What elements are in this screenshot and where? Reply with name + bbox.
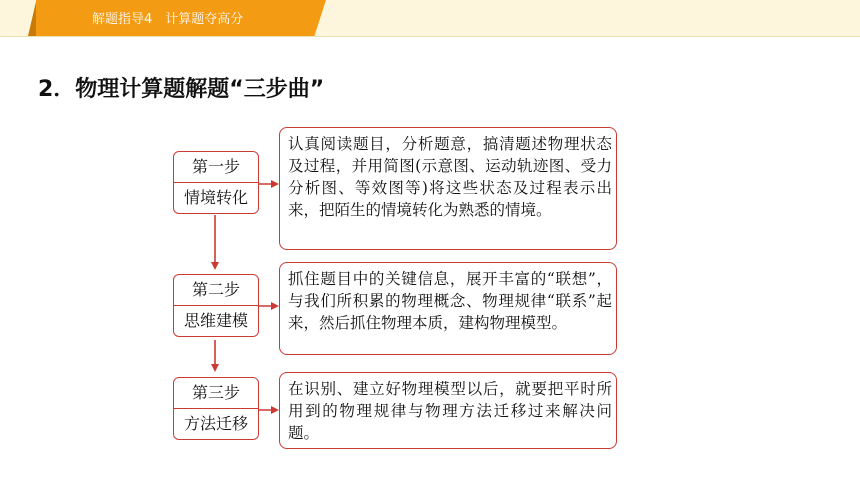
step-1-number: 第一步 — [174, 152, 258, 183]
step-1-box — [173, 151, 259, 214]
step-2-description: 抓住题目中的关键信息，展开丰富的“联想”，与我们所积累的物理概念、物理规律“联系”起来，然后抓住物理本质，建构物理模型。 — [279, 262, 617, 355]
header-title: 解题指导4 计算题夺高分 — [92, 12, 244, 27]
step-1-name: 情境转化 — [183, 188, 248, 207]
step-2-name: 思维建模 — [183, 311, 248, 330]
step-3-box — [173, 377, 259, 440]
step-3-name: 方法迁移 — [183, 414, 248, 433]
step-2-box — [173, 274, 259, 337]
step-1-description: 认真阅读题目，分析题意，搞清题述物理状态及过程，并用简图(示意图、运动轨迹图、受力分析图、等效图等)将这些状态及过程表示出来，把陌生的情境转化为熟悉的情境。 — [279, 127, 617, 250]
step-3-number: 第三步 — [174, 378, 258, 409]
step-3-description: 在识别、建立好物理模型以后，就要把平时所用到的物理规律与物理方法迁移过来解决问题。 — [279, 372, 617, 449]
step-2-number: 第二步 — [174, 275, 258, 306]
page-heading: 2．物理计算题解题“三步曲” — [38, 77, 325, 102]
